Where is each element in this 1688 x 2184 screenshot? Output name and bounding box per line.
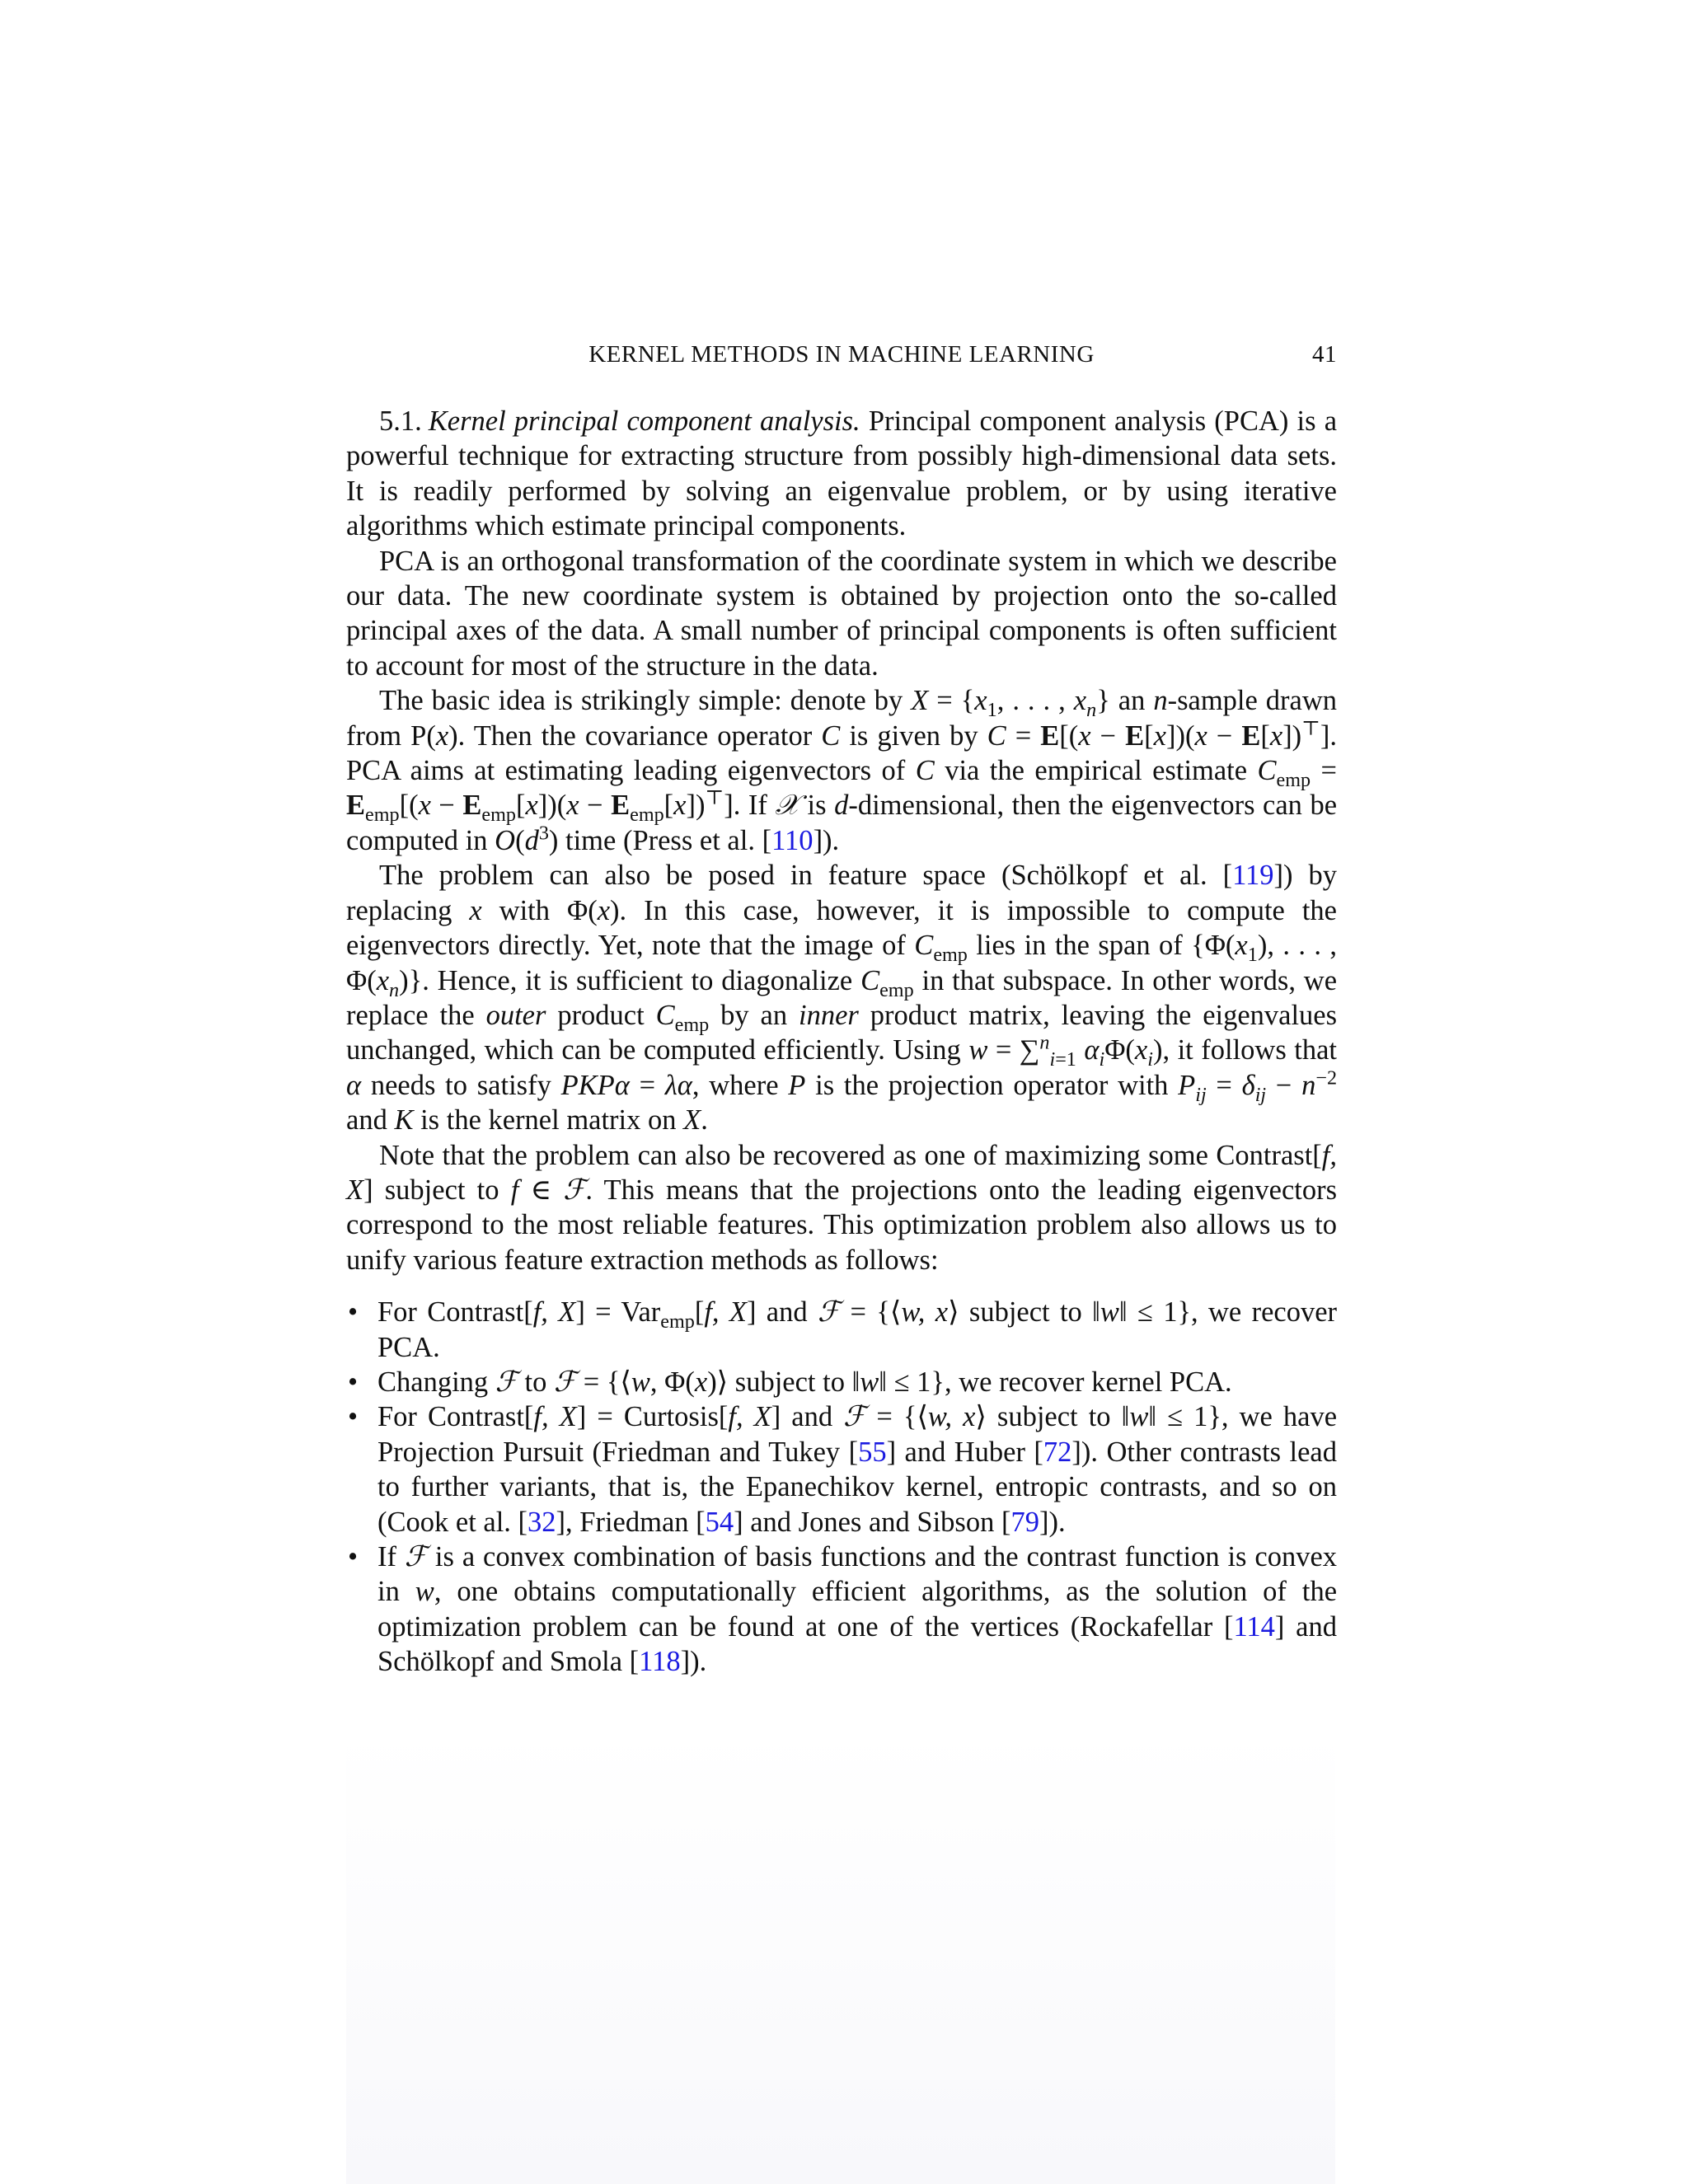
citation-link[interactable]: 32 <box>528 1506 556 1538</box>
list-item: • If ℱ is a convex combination of basis functions and the contrast function is convex in w, one obtains computationally efficient algorithms, as the solution of the optimization problem can be found at one of the vertices (Rockafellar [114] and Schölkopf and Smola [118]). <box>348 1541 1338 1678</box>
citation-link[interactable]: 119 <box>1232 860 1274 892</box>
section-intro: Principal component analysis (PCA) is a powerful technique for extracting structure from possibly high-dimensional data sets. It is readily performed by solving an eigenvalue problem, or by using iterative algorithms which estimate principal components. <box>346 405 1338 542</box>
page-number: 41 <box>1312 341 1337 368</box>
citation-link[interactable]: 110 <box>771 824 814 856</box>
body-text <box>346 404 1337 1680</box>
paragraph-feature-space: The problem can also be posed in feature space (Schölkopf et al. [119]) by replacing x with Φ(x). In this case, however, it is impossible to compute the eigenvectors directly. Yet, note that the image of $C_{emp}$ lies in the span of {$\Phi(x_1)$, . . . , $\Phi(x_n)$}. Hence, it is sufficient to diagonalize $C_{emp}$ in that subspace. In other words, we replace the outer product $C_{emp}$ by an inner product matrix, leaving the eigenvalues unchanged, which can be computed efficiently. Using w = ∑$^n_{i=1}$ $\alpha_i\Phi(x_i)$, it follows that α needs to satisfy PKPα = λα, where P is the projection operator with $P_{ij} = \delta_{ij} - n^{-2}$ and K is the kernel matrix on X. <box>346 860 1338 1137</box>
list-item: • Changing ℱ to ℱ = {⟨w, Φ(x)⟩ subject to ‖w‖ ≤ 1}, we recover kernel PCA. <box>348 1366 1232 1398</box>
citation-link[interactable]: 72 <box>1043 1436 1072 1468</box>
list-item: • For Contrast[f, X] = Var$_{emp}$[f, X] and ℱ = {⟨w, x⟩ subject to ‖w‖ ≤ 1}, we recover PCA. <box>348 1296 1337 1363</box>
running-title: KERNEL METHODS IN MACHINE LEARNING <box>588 341 1095 368</box>
paragraph-pca-transformation: PCA is an orthogonal transformation of the coordinate system in which we describe our data. The new coordinate system is obtained by projection onto the so-called principal axes of the data. A small number of principal components is often sufficient to account for most of the structure in the data. <box>346 545 1337 682</box>
list-item: • For Contrast[f, X] = Curtosis[f, X] and ℱ = {⟨w, x⟩ subject to ‖w‖ ≤ 1}, we have Projection Pursuit (Friedman and Tukey [55] and Huber [72]). Other contrasts lead to further variants, that is, the Epanechikov kernel, entropic contrasts, and so on (Cook et al. [32], Friedman [54] and Jones and Sibson [79]). <box>348 1401 1338 1538</box>
citation-link[interactable]: 114 <box>1233 1610 1275 1643</box>
citation-link[interactable]: 55 <box>858 1436 887 1468</box>
section-title: Kernel principal component analysis. <box>428 405 860 437</box>
page-shading <box>346 1731 1335 2184</box>
citation-link[interactable]: 118 <box>639 1646 681 1678</box>
paragraph-contrast: Note that the problem can also be recovered as one of maximizing some Contrast[f, X] subject to f ∈ ℱ. This means that the projections onto the leading eigenvectors correspond to the most reliable features. This optimization problem also allows us to unify various feature extraction methods as follows: <box>346 1139 1338 1276</box>
feature-extraction-list <box>346 1295 1337 1679</box>
section-paragraph <box>346 404 1337 544</box>
section-number: 5.1. <box>379 405 422 437</box>
citation-link[interactable]: 79 <box>1010 1506 1039 1538</box>
paragraph-basic-idea: The basic idea is strikingly simple: denote by $X = \{x_1$, . . . , $x_n$} an n-sample drawn from P(x). Then the covariance operator C is given by C = E[(x − E[x])(x − E[x])⊤]. PCA aims at estimating leading eigenvectors of C via the empirical estimate $C_{emp} = E_{emp}[(x - E_{emp}[x])(x - E_{emp}[x])^⊤]$. If 𝒳 is d-dimensional, then the eigenvectors can be computed in $O(d^3)$ time (Press et al. [110]). <box>346 685 1338 856</box>
citation-link[interactable]: 54 <box>705 1506 734 1538</box>
